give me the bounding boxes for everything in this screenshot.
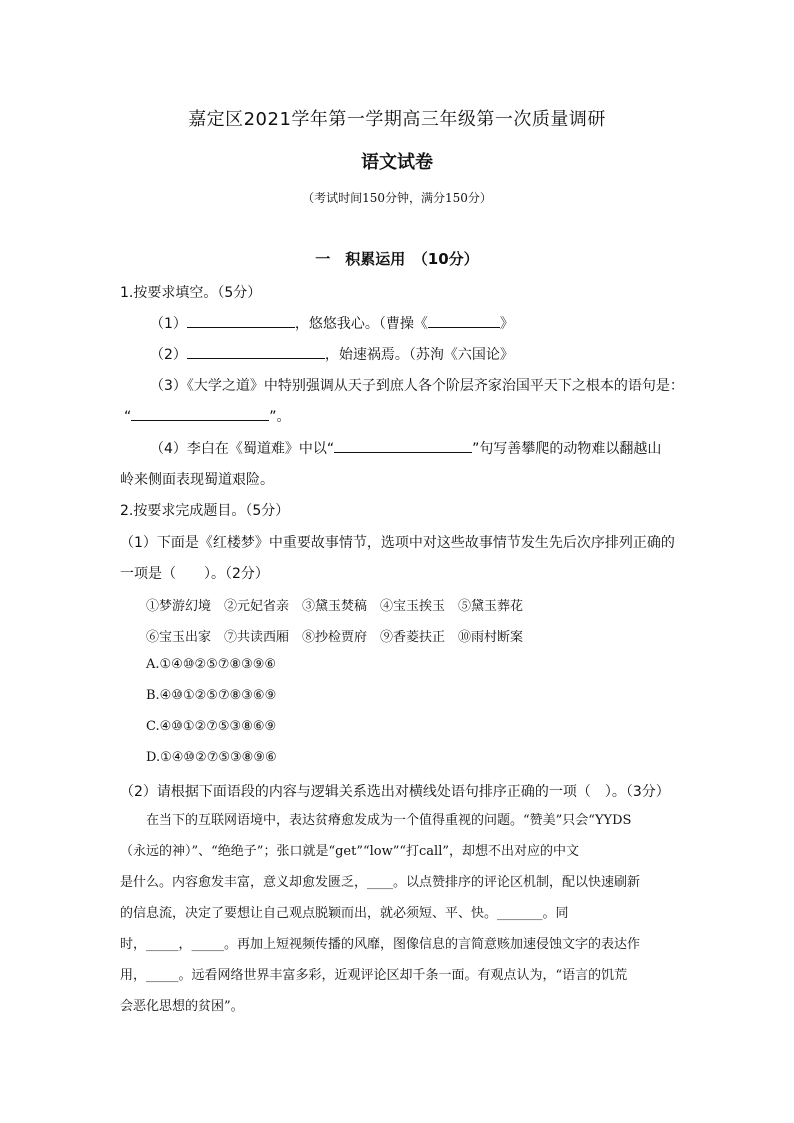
close-quote: ”。: [269, 409, 291, 425]
q1-item-1: [150, 313, 514, 333]
q1-item-3-line2: [124, 406, 291, 426]
answer-blank[interactable]: [131, 406, 269, 421]
passage-line: 的信息流，决定了要想让自己观点脱颖而出，就必须短、平、快。_______。同: [120, 906, 569, 921]
exam-time-note: （考试时间150分钟，满分150分）: [302, 191, 492, 205]
passage-line: 是什么。内容愈发丰富，意义却愈发匮乏，____。以点赞排序的评论区机制，配以快速刷新: [120, 875, 641, 890]
q1-item-1-close: 》: [499, 316, 514, 332]
section-heading: 一 积累运用 （10分）: [315, 250, 479, 268]
passage-line: 用，_____。远看网络世界丰富多彩，近观评论区却千条一面。有观点认为，“语言的饥荒: [120, 968, 628, 983]
answer-blank[interactable]: [187, 344, 325, 359]
open-quote: “: [124, 409, 132, 425]
q1-item-1-text: ，悠悠我心。（曹操《: [294, 316, 428, 332]
q1-item-2: [150, 344, 514, 364]
q2-stem: 2.按要求完成题目。（5分）: [120, 503, 290, 519]
answer-blank[interactable]: [187, 313, 295, 328]
q2-part2-stem: （2）请根据下面语段的内容与逻辑关系选出对横线处语句排序正确的一项（ ）。（3分）: [120, 784, 670, 800]
option-d[interactable]: D.①④⑩②⑦⑤③⑧⑨⑥: [146, 750, 277, 765]
q1-item-4-line2: 岭来侧面表现蜀道艰险。: [120, 472, 274, 488]
option-c[interactable]: C.④⑩①②⑦⑤③⑧⑥⑨: [146, 719, 277, 734]
passage-line: 时，_____，_____。再加上短视频传播的风靡，图像信息的言简意赅加速侵蚀文字的表达作: [120, 937, 641, 952]
events-row-2: ⑥宝玉出家 ⑦共读西厢 ⑧抄检贾府 ⑨香菱扶正 ⑩雨村断案: [146, 630, 524, 645]
q2-part1-line1: （1）下面是《红楼梦》中重要故事情节，选项中对这些故事情节发生先后次序排列正确的: [120, 535, 675, 551]
passage-line: 在当下的互联网语境中，表达贫瘠愈发成为一个值得重视的问题。“赞美”只会“YYDS: [120, 813, 632, 828]
q1-item-4-text-a: （4）李白在《蜀道难》中以“: [150, 441, 335, 457]
option-a[interactable]: A.①④⑩②⑤⑦⑧③⑨⑥: [146, 657, 277, 672]
q1-item-3-line1: （3）《大学之道》中特别强调从天子到庶人各个阶层齐家治国平天下之根本的语句是：: [150, 378, 684, 394]
q1-item-1-number: （1）: [150, 316, 187, 332]
q1-item-4-line1: [150, 438, 661, 458]
q1-item-2-number: （2）: [150, 347, 187, 363]
answer-blank[interactable]: [334, 438, 472, 453]
events-row-1: ①梦游幻境 ②元妃省亲 ③黛玉焚稿 ④宝玉挨玉 ⑤黛玉葬花: [146, 599, 524, 614]
exam-subtitle: 语文试卷: [361, 152, 433, 173]
passage: [120, 805, 680, 1022]
passage-line: 会恶化思想的贫困”。: [120, 999, 244, 1014]
answer-blank[interactable]: [428, 313, 500, 328]
q2-part1-line2: 一项是（ ）。（2分）: [120, 566, 269, 582]
exam-title: 嘉定区2021学年第一学期高三年级第一次质量调研: [188, 109, 606, 130]
q1-stem: 1.按要求填空。（5分）: [120, 285, 262, 301]
option-b[interactable]: B.④⑩①②⑤⑦⑧③⑥⑨: [146, 688, 277, 703]
q1-item-2-text: ，始速祸焉。（苏洵《六国论》: [324, 347, 514, 363]
q1-item-4-text-b: ”句写善攀爬的动物难以翻越山: [472, 441, 662, 457]
passage-line: （永远的神）”、“绝绝子”；张口就是“get”“low”“打call”，却想不出对应的中文: [120, 844, 580, 859]
